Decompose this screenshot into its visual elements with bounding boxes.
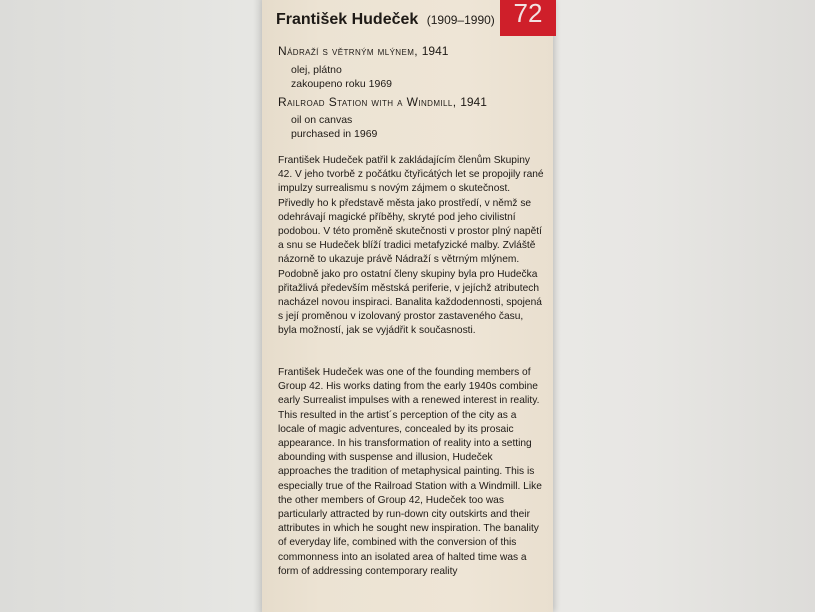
acquisition-czech: zakoupeno roku 1969 [291, 78, 392, 90]
title-en-year: 1941 [460, 95, 487, 109]
medium-english: oil on canvas [291, 114, 353, 126]
description-english: František Hudeček was one of the founding members of Group 42. His works dating from the early 1940s combine early Surrealist impulses with a renewed interest in reality. This resulted in the artist´s perception of the city as a locale of magic adventures, concealed by its prosaic appearance. In his transformation of reality into a setting abounding with suspense and illusion, Hudeček approaches the tradition of metaphysical painting. This is especially true of the Railroad Station with a Windmill. Like the other members of Group 42, Hudeček too was particularly attracted by run-down city outskirts and their attributes in which he sought new inspiration. The banality of everyday life, combined with the conversion of this commonness into an isolated area of halted time was a form of addressing contemporary reality [278, 367, 542, 577]
artwork-details-czech [291, 63, 392, 91]
artwork-title-english [278, 95, 487, 109]
artist-heading [276, 11, 495, 29]
artist-dates: (1909–1990) [426, 13, 495, 27]
museum-wall-label [262, 0, 553, 612]
catalog-number-badge: 72 [500, 0, 556, 36]
title-cz-year: 1941 [421, 44, 449, 58]
title-en-text: Railroad Station with a Windmill, [278, 95, 457, 109]
description-czech: František Hudeček patřil k zakládajícím členům Skupiny 42. V jeho tvorbě z počátku čtyřicátých let se propojily rané impulzy surrealismu s novým zájmem o skutečnost. Přivedly ho k představě města jako prostředí, v němž se odehrávají magické příběhy, skryté pod jeho civilistní podobou. V této proměně skutečnosti v prostor plný napětí a snu se Hudeček blíží tradici metafyzické malby. Zvláště názorně to ukazuje právě Nádraží s větrným mlýnem. Podobně jako pro ostatní členy skupiny byla pro Hudečka přitažlivá především městská periferie, v jejíchž atributech nacházel novou inspiraci. Banalita každodennosti, spojená s její proměnou v izolovaný prostor zastaveného času, byla možností, jak se vyjádřit k současnosti. [278, 155, 544, 337]
artwork-title-czech [278, 44, 448, 58]
medium-czech: olej, plátno [291, 64, 342, 76]
title-cz-text: Nádraží s větrným mlýnem, [278, 44, 419, 58]
artwork-details-english [291, 113, 377, 141]
artist-name: František Hudeček [276, 11, 419, 28]
acquisition-english: purchased in 1969 [291, 128, 378, 140]
